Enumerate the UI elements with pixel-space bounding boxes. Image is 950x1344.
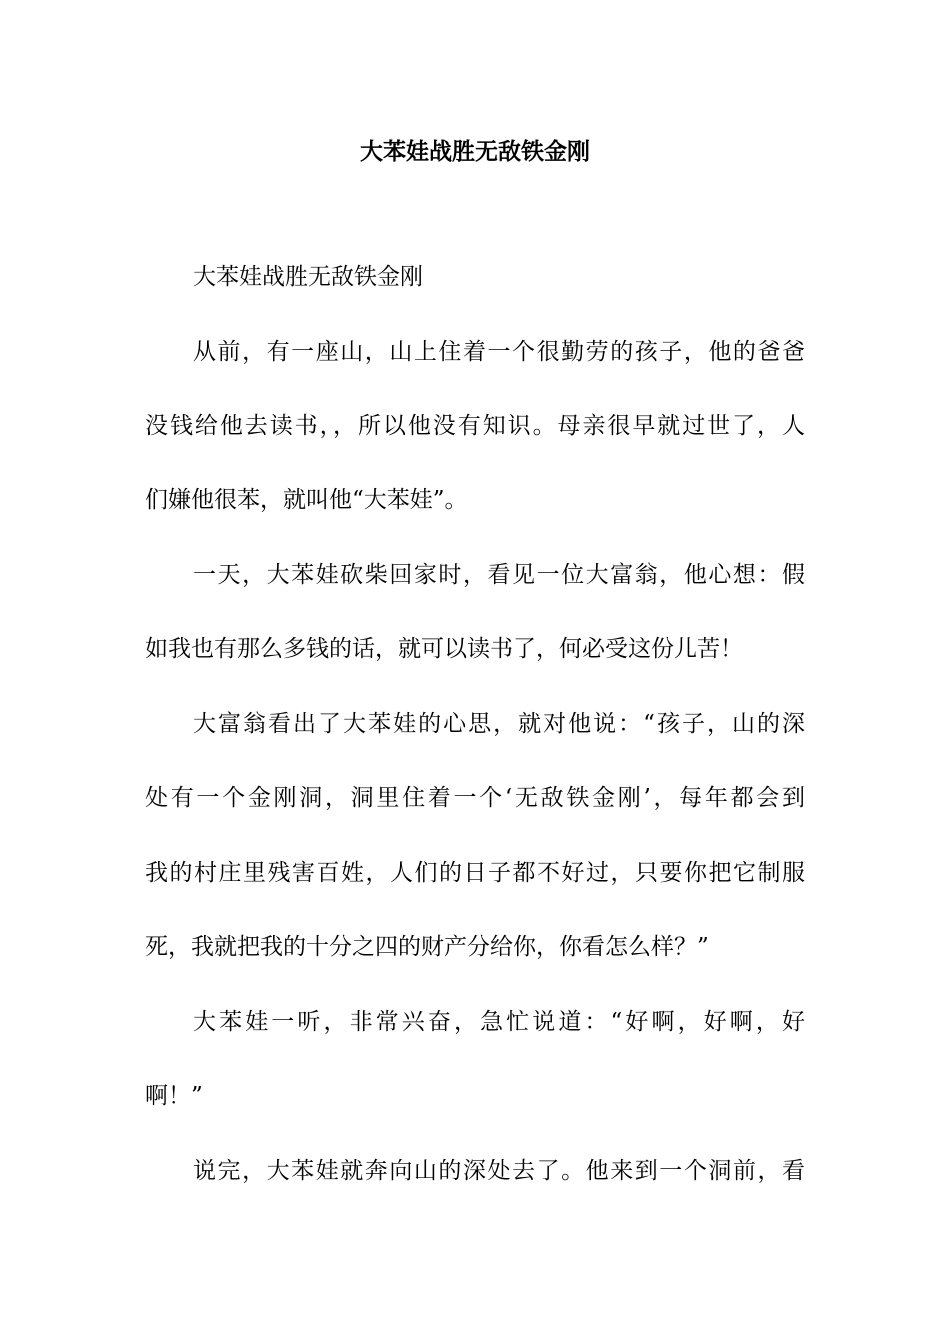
paragraph-line: 我的村庄里残害百姓，人们的日子都不好过，只要你把它制服 bbox=[145, 860, 805, 886]
paragraph-line: 一天，大苯娃砍柴回家时，看见一位大富翁，他心想：假 bbox=[193, 562, 805, 588]
paragraph-line: 如我也有那么多钱的话，就可以读书了，何必受这份儿苦！ bbox=[145, 636, 743, 662]
document-title: 大苯娃战胜无敌铁金刚 bbox=[360, 138, 590, 165]
paragraph-line: 大富翁看出了大苯娃的心思，就对他说：“孩子，山的深 bbox=[193, 711, 805, 737]
paragraph-line: 从前，有一座山，山上住着一个很勤劳的孩子，他的爸爸 bbox=[193, 339, 805, 365]
paragraph-line: 没钱给他去读书，，所以他没有知识。母亲很早就过世了，人 bbox=[145, 413, 805, 439]
paragraph-line: 大苯娃一听，非常兴奋，急忙说道：“好啊，好啊，好 bbox=[193, 1009, 805, 1035]
paragraph-line: 们嫌他很苯，就叫他“大苯娃”。 bbox=[145, 487, 468, 513]
paragraph-line: 说完，大苯娃就奔向山的深处去了。他来到一个洞前，看 bbox=[193, 1158, 805, 1184]
paragraph-line: 啊！” bbox=[145, 1083, 203, 1109]
paragraph-line: 死，我就把我的十分之四的财产分给你，你看怎么样？” bbox=[145, 934, 709, 960]
paragraph-line: 大苯娃战胜无敌铁金刚 bbox=[193, 264, 423, 290]
paragraph-line: 处有一个金刚洞，洞里住着一个‘无敌铁金刚’，每年都会到 bbox=[145, 785, 805, 811]
